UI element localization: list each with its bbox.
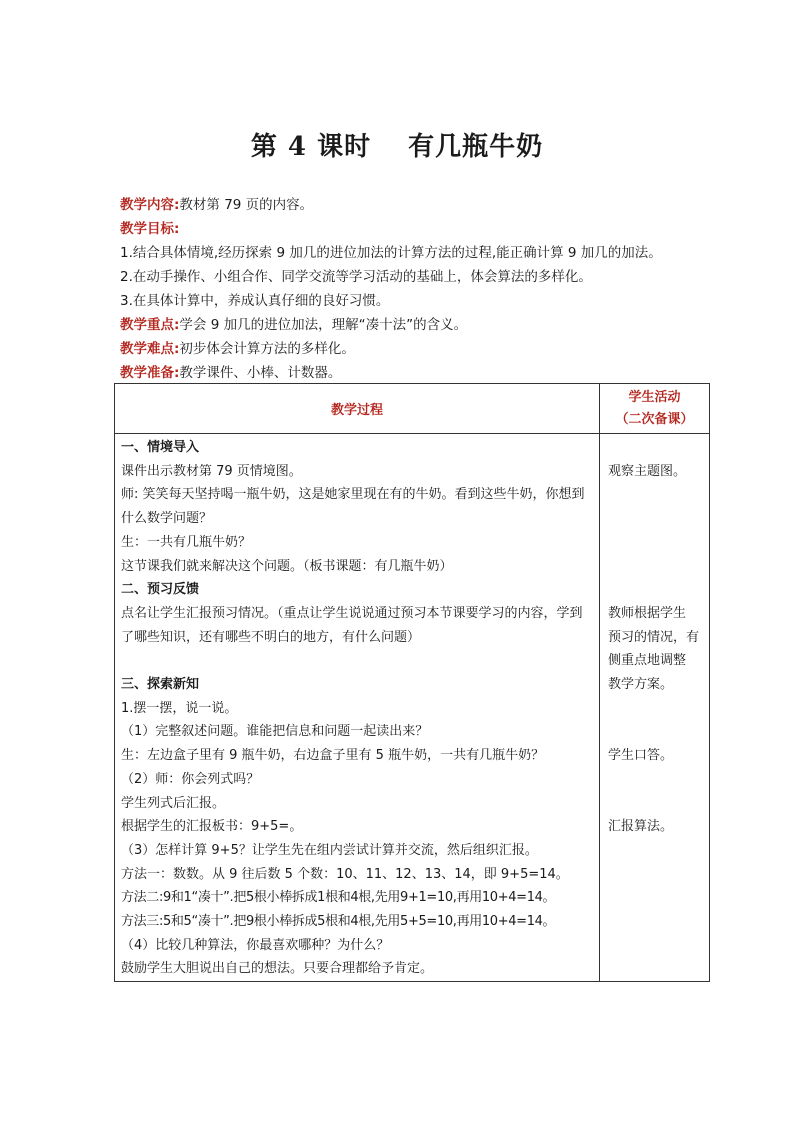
student-activity-cell bbox=[600, 434, 710, 982]
activity-line: 观察主题图。 bbox=[608, 463, 687, 479]
preparation-label: 教学准备: bbox=[120, 365, 180, 381]
process-line: （3）怎样计算 9+5？让学生先在组内尝试计算并交流，然后组织汇报。 bbox=[121, 842, 538, 858]
teaching-content-text: 教材第 79 页的内容。 bbox=[179, 197, 314, 213]
key-point-line bbox=[120, 313, 700, 337]
preparation-line bbox=[120, 361, 700, 385]
table-body-row bbox=[115, 434, 710, 982]
key-point-text: 学会 9 加几的进位加法，理解“凑十法”的含义。 bbox=[179, 317, 468, 333]
header-side-line-2: （二次备课） bbox=[615, 411, 694, 427]
process-line: （4）比较几种算法，你最喜欢哪种？为什么？ bbox=[121, 937, 390, 953]
header-teaching-process: 教学过程 bbox=[115, 384, 600, 434]
teaching-goals-label: 教学目标: bbox=[120, 221, 180, 237]
section-title: 三、探索新知 bbox=[121, 677, 200, 693]
process-line: 课件出示教材第 79 页情境图。 bbox=[121, 463, 302, 479]
section-title: 一、情境导入 bbox=[121, 440, 200, 455]
process-content-cell bbox=[115, 434, 600, 982]
process-line: 方法一：数数。从 9 往后数 5 个数：10、11、12、13、14，即 9+5=14。 bbox=[121, 866, 569, 882]
lesson-title: 第 4 课时 有几瓶牛奶 bbox=[250, 132, 544, 162]
activity-line: 学生口答。 bbox=[608, 748, 674, 764]
goal-item: 3.在具体计算中，养成认真仔细的良好习惯。 bbox=[120, 293, 390, 309]
process-line: 方法二:9和1“凑十”.把5根小棒拆成1根和4根,先用9+1=10,再用10+4=14。 bbox=[121, 890, 556, 906]
goal-item: 2.在动手操作、小组合作、同学交流等学习活动的基础上，体会算法的多样化。 bbox=[120, 269, 592, 285]
activity-line: 侧重点地调整 bbox=[608, 653, 687, 669]
table-header-row bbox=[115, 384, 710, 434]
activity-line: 教学方案。 bbox=[608, 676, 674, 692]
teaching-content-line bbox=[120, 193, 700, 217]
process-line: 学生列式后汇报。 bbox=[121, 795, 226, 811]
process-line: 这节课我们就来解决这个问题。（板书课题：有几瓶牛奶） bbox=[121, 558, 453, 574]
header-student-activity bbox=[600, 384, 710, 434]
lesson-meta bbox=[120, 193, 700, 385]
process-line: 根据学生的汇报板书：9+5=。 bbox=[121, 819, 303, 835]
process-line: 鼓励学生大胆说出自己的想法。只要合理都给予肯定。 bbox=[121, 961, 434, 977]
key-point-label: 教学重点: bbox=[120, 317, 180, 333]
process-line: （2）师：你会列式吗？ bbox=[121, 771, 260, 787]
preparation-text: 教学课件、小棒、计数器。 bbox=[179, 365, 342, 381]
difficulty-label: 教学难点: bbox=[120, 341, 180, 357]
teaching-content-label: 教学内容: bbox=[120, 197, 180, 213]
section-title: 二、预习反馈 bbox=[121, 582, 200, 598]
activity-line: 教师根据学生 bbox=[608, 605, 687, 621]
process-line: 方法三:5和5“凑十”.把9根小棒拆成5根和4根,先用5+5=10,再用10+4=14。 bbox=[121, 914, 556, 930]
header-side-line-1: 学生活动 bbox=[628, 389, 681, 405]
process-line: 1.摆一摆，说一说。 bbox=[121, 700, 238, 716]
teaching-goals-line bbox=[120, 217, 700, 241]
difficulty-line bbox=[120, 337, 700, 361]
teaching-process-table bbox=[114, 383, 710, 982]
goal-item: 1.结合具体情境,经历探索 9 加几的进位加法的计算方法的过程,能正确计算 9 加几的加法。 bbox=[120, 245, 662, 261]
process-line: （1）完整叙述问题。谁能把信息和问题一起读出来？ bbox=[121, 724, 429, 740]
activity-line: 预习的情况，有 bbox=[608, 629, 700, 645]
blank-line bbox=[121, 649, 593, 673]
process-line: 生：左边盒子里有 9 瓶牛奶，右边盒子里有 5 瓶牛奶，一共有几瓶牛奶？ bbox=[121, 748, 545, 764]
process-line: 师: 笑笑每天坚持喝一瓶牛奶，这是她家里现在有的牛奶。看到这些牛奶，你想到什么数学问题？ bbox=[121, 487, 585, 527]
process-line: 点名让学生汇报预习情况。（重点让学生说说通过预习本节课要学习的内容，学到了哪些知识，还有哪些不明白的地方，有什么问题） bbox=[121, 605, 583, 645]
difficulty-text: 初步体会计算方法的多样化。 bbox=[179, 341, 355, 357]
activity-line: 汇报算法。 bbox=[608, 819, 674, 835]
process-line: 生：一共有几瓶牛奶？ bbox=[121, 534, 252, 550]
